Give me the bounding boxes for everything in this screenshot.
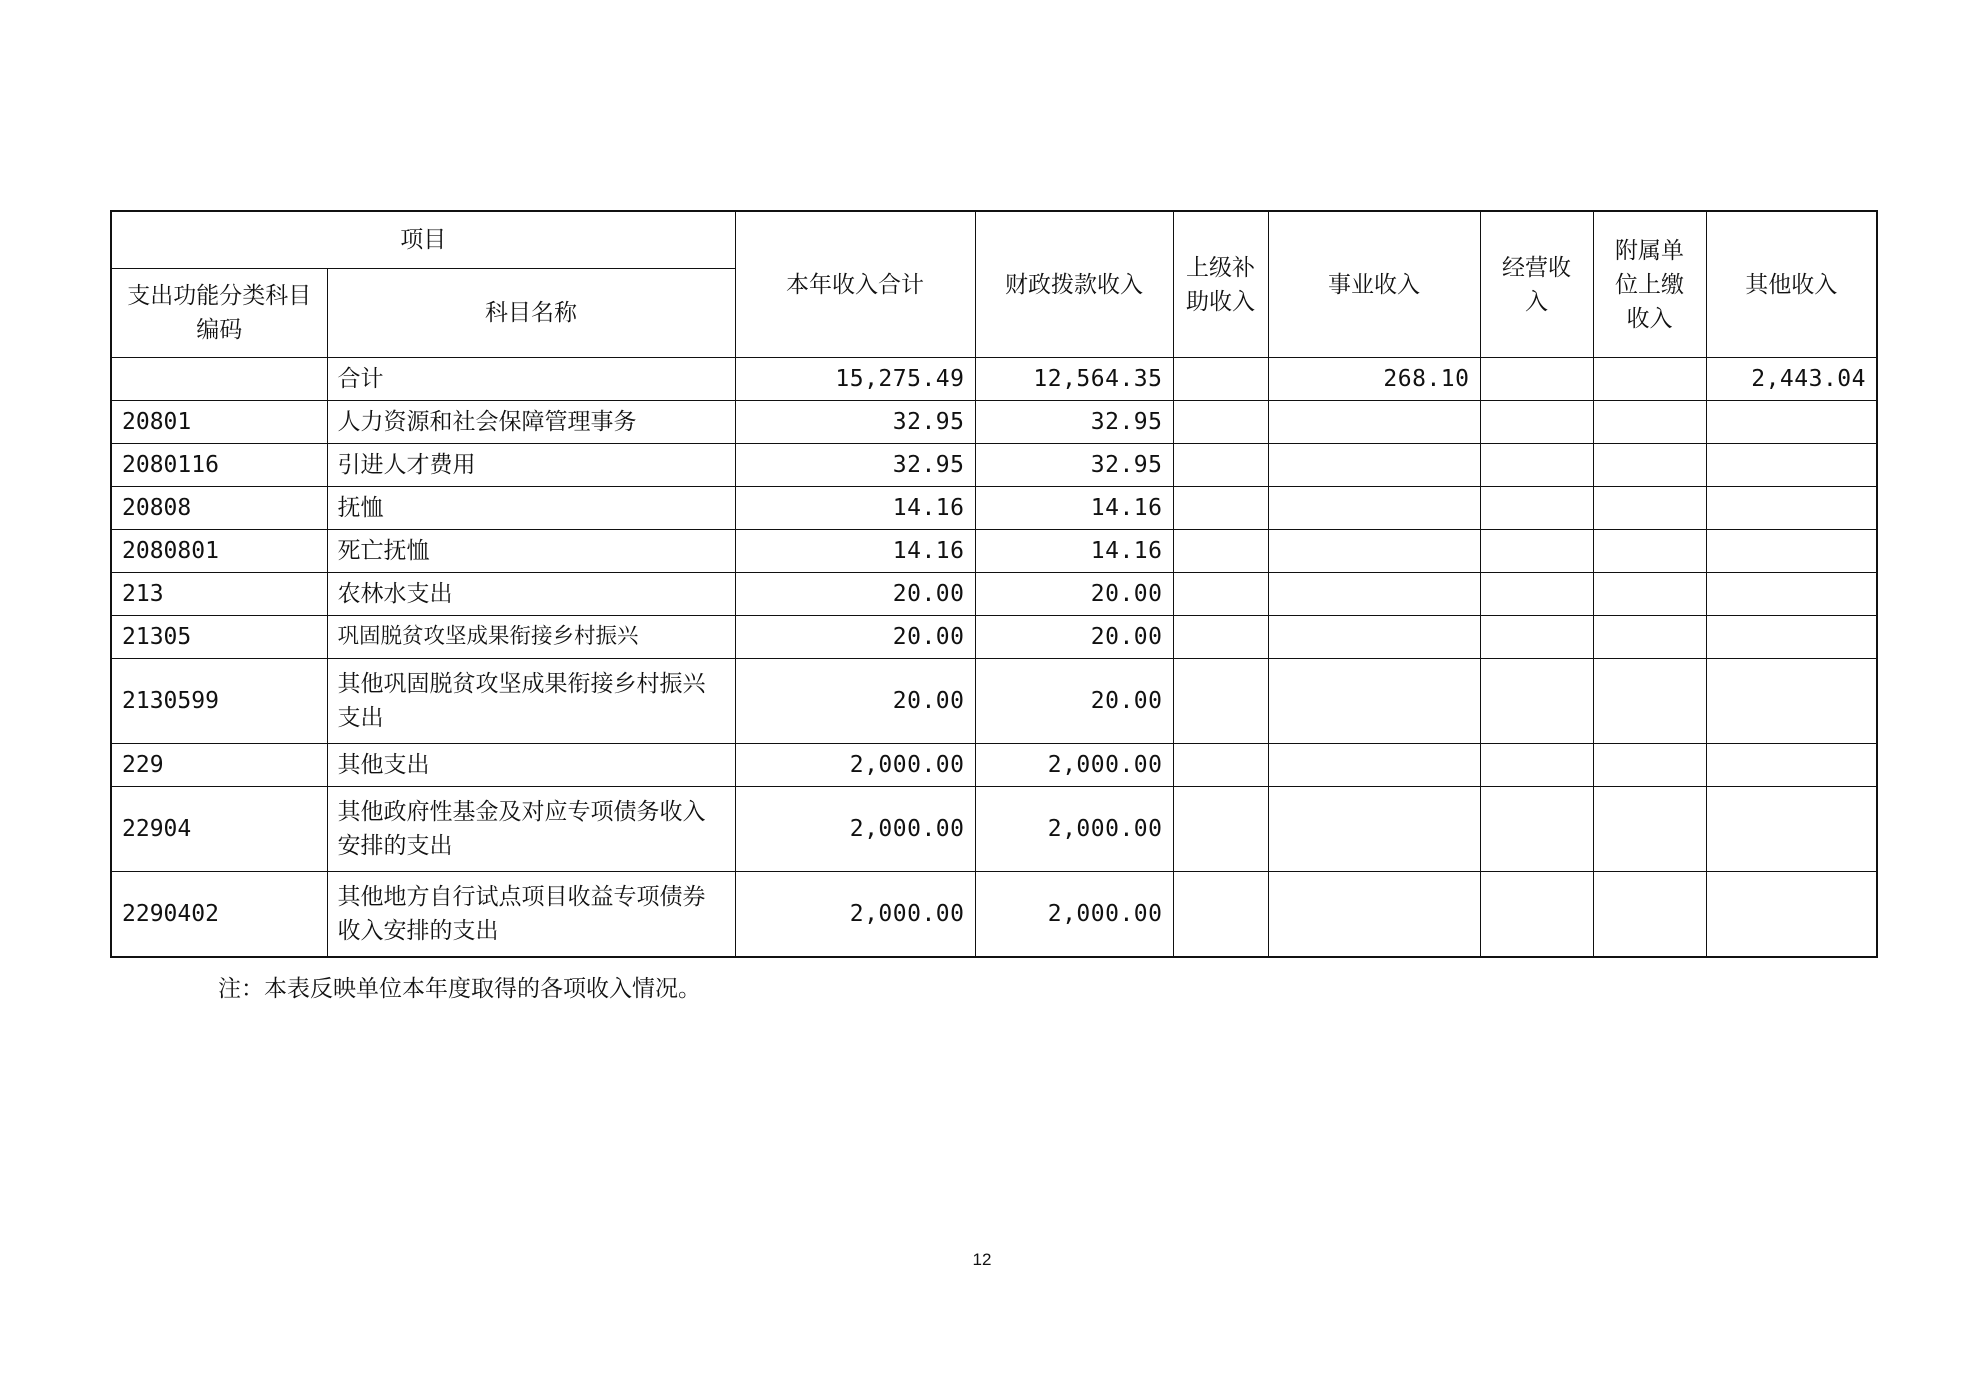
row-affiliated — [1593, 744, 1706, 787]
row-total: 20.00 — [735, 659, 975, 744]
row-code: 2290402 — [111, 872, 327, 958]
row-name: 人力资源和社会保障管理事务 — [327, 401, 735, 444]
row-business — [1268, 659, 1480, 744]
row-business — [1268, 872, 1480, 958]
row-superior — [1173, 872, 1268, 958]
row-affiliated — [1593, 659, 1706, 744]
row-code: 2080116 — [111, 444, 327, 487]
header-business: 事业收入 — [1268, 211, 1480, 358]
row-business — [1268, 573, 1480, 616]
row-superior — [1173, 787, 1268, 872]
row-other — [1706, 487, 1877, 530]
row-superior — [1173, 659, 1268, 744]
row-code: 229 — [111, 744, 327, 787]
table-note: 注：本表反映单位本年度取得的各项收入情况。 — [218, 976, 701, 1002]
table-row — [111, 401, 1877, 444]
row-affiliated — [1593, 401, 1706, 444]
header-superior: 上级补助收入 — [1173, 211, 1268, 358]
row-fiscal: 12,564.35 — [975, 358, 1173, 401]
row-total: 20.00 — [735, 616, 975, 659]
header-affiliated: 附属单位上缴收入 — [1593, 211, 1706, 358]
row-total: 32.95 — [735, 401, 975, 444]
row-affiliated — [1593, 787, 1706, 872]
row-operating — [1480, 744, 1593, 787]
row-business — [1268, 487, 1480, 530]
row-affiliated — [1593, 487, 1706, 530]
row-operating — [1480, 487, 1593, 530]
row-code: 20808 — [111, 487, 327, 530]
row-fiscal: 14.16 — [975, 530, 1173, 573]
row-other — [1706, 401, 1877, 444]
row-code: 20801 — [111, 401, 327, 444]
row-total: 32.95 — [735, 444, 975, 487]
row-operating — [1480, 573, 1593, 616]
row-other — [1706, 530, 1877, 573]
table-row — [111, 573, 1877, 616]
row-affiliated — [1593, 530, 1706, 573]
row-total: 14.16 — [735, 530, 975, 573]
row-name: 巩固脱贫攻坚成果衔接乡村振兴 — [327, 616, 735, 659]
row-name: 农林水支出 — [327, 573, 735, 616]
row-code: 22904 — [111, 787, 327, 872]
row-operating — [1480, 616, 1593, 659]
row-fiscal: 32.95 — [975, 444, 1173, 487]
row-operating — [1480, 401, 1593, 444]
row-fiscal: 20.00 — [975, 659, 1173, 744]
row-affiliated — [1593, 444, 1706, 487]
row-total: 2,000.00 — [735, 744, 975, 787]
row-other — [1706, 872, 1877, 958]
row-code: 213 — [111, 573, 327, 616]
row-fiscal: 2,000.00 — [975, 872, 1173, 958]
row-fiscal: 14.16 — [975, 487, 1173, 530]
row-other — [1706, 744, 1877, 787]
row-total: 14.16 — [735, 487, 975, 530]
row-name: 其他巩固脱贫攻坚成果衔接乡村振兴支出 — [327, 659, 735, 744]
row-other — [1706, 787, 1877, 872]
header-func-code: 支出功能分类科目编码 — [111, 269, 327, 358]
row-code — [111, 358, 327, 401]
row-name: 死亡抚恤 — [327, 530, 735, 573]
row-operating — [1480, 872, 1593, 958]
row-affiliated — [1593, 358, 1706, 401]
row-name: 合计 — [327, 358, 735, 401]
row-superior — [1173, 358, 1268, 401]
row-name: 其他支出 — [327, 744, 735, 787]
row-business: 268.10 — [1268, 358, 1480, 401]
row-operating — [1480, 444, 1593, 487]
row-affiliated — [1593, 616, 1706, 659]
row-other — [1706, 444, 1877, 487]
row-fiscal: 20.00 — [975, 616, 1173, 659]
income-table — [110, 210, 1878, 958]
row-superior — [1173, 487, 1268, 530]
row-business — [1268, 787, 1480, 872]
row-affiliated — [1593, 872, 1706, 958]
row-code: 2130599 — [111, 659, 327, 744]
row-other — [1706, 659, 1877, 744]
row-total: 15,275.49 — [735, 358, 975, 401]
table-row — [111, 487, 1877, 530]
row-business — [1268, 744, 1480, 787]
table-row — [111, 530, 1877, 573]
row-name: 抚恤 — [327, 487, 735, 530]
row-affiliated — [1593, 573, 1706, 616]
row-other — [1706, 616, 1877, 659]
row-business — [1268, 444, 1480, 487]
row-operating — [1480, 787, 1593, 872]
row-business — [1268, 530, 1480, 573]
row-operating — [1480, 358, 1593, 401]
row-name: 其他政府性基金及对应专项债务收入安排的支出 — [327, 787, 735, 872]
row-fiscal: 20.00 — [975, 573, 1173, 616]
row-fiscal: 32.95 — [975, 401, 1173, 444]
header-subject-name: 科目名称 — [327, 269, 735, 358]
table-row — [111, 616, 1877, 659]
row-total: 2,000.00 — [735, 787, 975, 872]
row-superior — [1173, 616, 1268, 659]
row-superior — [1173, 573, 1268, 616]
row-operating — [1480, 530, 1593, 573]
row-fiscal: 2,000.00 — [975, 787, 1173, 872]
page-number: 12 — [972, 1250, 992, 1269]
row-superior — [1173, 530, 1268, 573]
row-business — [1268, 616, 1480, 659]
row-fiscal: 2,000.00 — [975, 744, 1173, 787]
table-row — [111, 358, 1877, 401]
table-row — [111, 872, 1877, 958]
table-row — [111, 787, 1877, 872]
row-business — [1268, 401, 1480, 444]
header-fiscal: 财政拨款收入 — [975, 211, 1173, 358]
row-total: 2,000.00 — [735, 872, 975, 958]
row-superior — [1173, 401, 1268, 444]
table-row — [111, 444, 1877, 487]
row-superior — [1173, 744, 1268, 787]
row-code: 2080801 — [111, 530, 327, 573]
header-operating: 经营收入 — [1480, 211, 1593, 358]
table-row — [111, 659, 1877, 744]
row-other: 2,443.04 — [1706, 358, 1877, 401]
row-superior — [1173, 444, 1268, 487]
row-total: 20.00 — [735, 573, 975, 616]
row-name: 引进人才费用 — [327, 444, 735, 487]
row-name: 其他地方自行试点项目收益专项债券收入安排的支出 — [327, 872, 735, 958]
row-operating — [1480, 659, 1593, 744]
header-other: 其他收入 — [1706, 211, 1877, 358]
table-row — [111, 744, 1877, 787]
row-other — [1706, 573, 1877, 616]
row-code: 21305 — [111, 616, 327, 659]
header-total: 本年收入合计 — [735, 211, 975, 358]
header-project: 项目 — [111, 211, 735, 269]
